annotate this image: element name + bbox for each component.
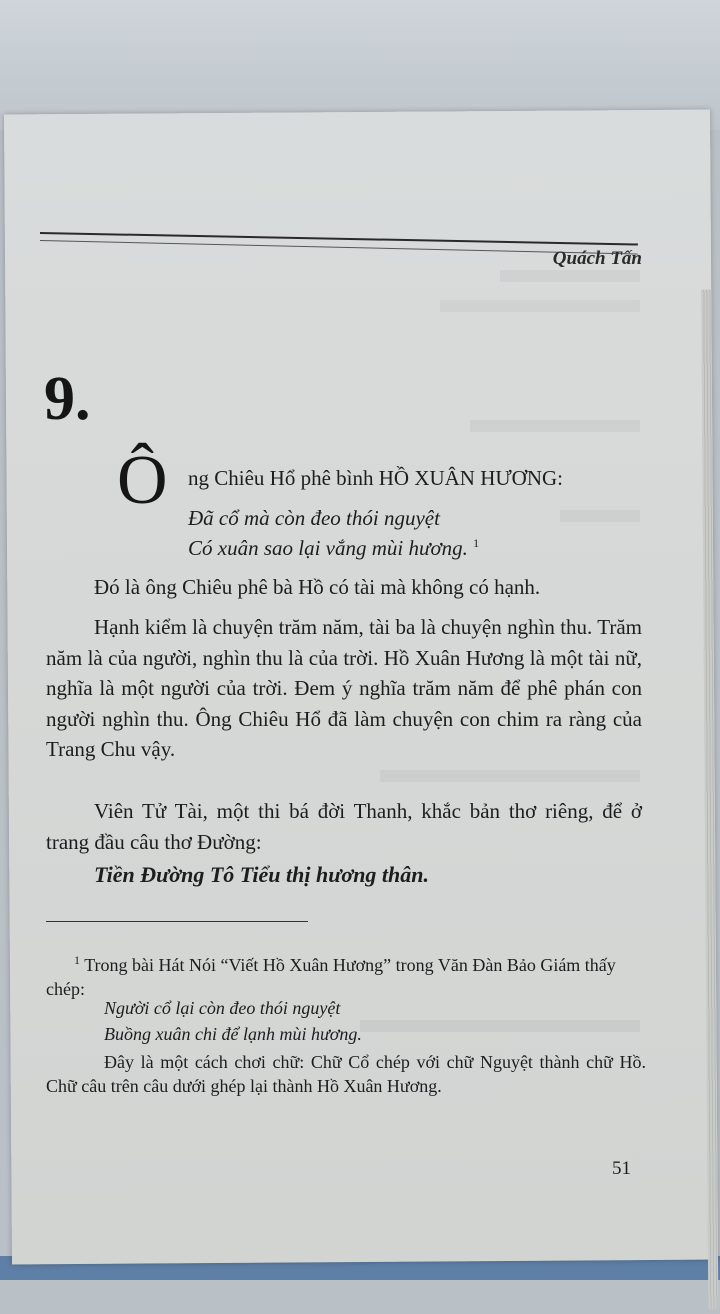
- page-edge: [701, 290, 718, 1310]
- footnote-rule: [46, 921, 308, 922]
- chapter-number: 9.: [44, 365, 91, 433]
- footnote-intro: [46, 948, 646, 1001]
- bold-verse-line: Tiền Đường Tô Tiểu thị hương thân.: [94, 862, 430, 887]
- footnote-explanation: Đây là một cách chơi chữ: Chữ Cổ chép với chữ Nguyệt thành chữ Hồ. Chữ câu trên câu dưới ghép lại thành Hồ Xuân Hương.: [46, 1052, 646, 1096]
- verse-line-2: [188, 536, 479, 561]
- paragraph-1: Đó là ông Chiêu phê bà Hồ có tài mà không có hạnh.: [94, 575, 541, 599]
- verse-line-2-text: Có xuân sao lại vắng mùi hương.: [188, 536, 468, 560]
- paragraph-2: Hạnh kiểm là chuyện trăm năm, tài ba là chuyện nghìn thu. Trăm năm là của người, nghìn thu là của trời. Hồ Xuân Hương là một tài nữ, nghĩa là một người của trời. Đem ý nghĩa trăm năm để phê phán con người nghìn thu. Ông Chiêu Hổ đã làm chuyện con chim ra ràng của Trang Chu vậy.: [46, 615, 642, 761]
- footnote-mark: 1: [74, 953, 80, 967]
- verse-line-1: Đã cổ mà còn đeo thói nguyệt: [188, 506, 440, 530]
- drop-cap: Ô: [117, 442, 168, 519]
- footnote-reference: 1: [473, 536, 480, 550]
- paragraph-3: Viên Tử Tài, một thi bá đời Thanh, khắc bản thơ riêng, để ở trang đầu câu thơ Đường:: [46, 799, 642, 854]
- footnote-verse-line-2: Buồng xuân chi để lạnh mùi hương.: [104, 1024, 362, 1044]
- running-head: Quách Tấn: [552, 248, 642, 269]
- footnote-intro-text: Trong bài Hát Nói “Viết Hồ Xuân Hương” trong Văn Đàn Bảo Giám thấy chép:: [46, 955, 616, 999]
- opening-line: ng Chiêu Hổ phê bình HỒ XUÂN HƯƠNG:: [188, 466, 564, 490]
- footnote-verse-line-1: Người cổ lại còn đeo thói nguyệt: [104, 998, 341, 1018]
- page-number: 51: [612, 1158, 631, 1179]
